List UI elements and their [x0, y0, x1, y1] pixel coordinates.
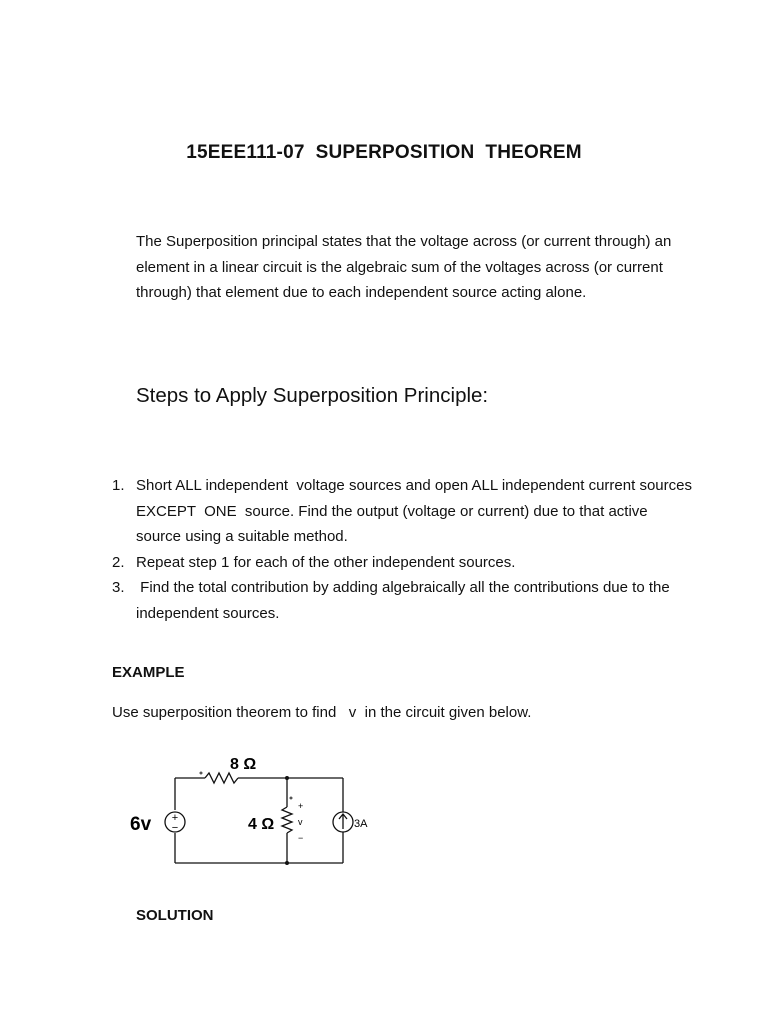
output-label: v	[298, 817, 303, 827]
terminal-marker	[200, 772, 202, 774]
list-item	[112, 550, 692, 576]
solution-heading: SOLUTION	[136, 907, 214, 924]
current-source-label: 3A	[354, 818, 368, 830]
step-text: Find the total contribution by adding algebraically all the contributions due to the independent sources.	[136, 579, 674, 622]
terminal-marker	[290, 797, 292, 799]
series-resistor-symbol	[205, 773, 238, 783]
circuit-diagram	[120, 745, 370, 875]
step-number: 2.	[112, 553, 125, 571]
voltage-source-label: 6v	[130, 814, 152, 835]
steps-list	[112, 473, 701, 626]
output-plus-sign: +	[298, 801, 304, 811]
list-item	[112, 575, 692, 626]
step-number: 1.	[112, 477, 125, 494]
junction-dot-bottom	[285, 861, 289, 865]
output-minus-sign: −	[298, 833, 304, 843]
page-title: 15EEE111-07 SUPERPOSITION THEOREM	[186, 142, 582, 163]
example-heading: EXAMPLE	[112, 664, 185, 681]
junction-dot-top	[285, 776, 289, 780]
intro-paragraph: The Superposition principal states that the voltage across (or current through) an element in a linear circuit is the algebraic sum of the voltages across (or current through) that element due to each independent source acting alone.	[136, 233, 672, 301]
step-text: Repeat step 1 for each of the other independent sources.	[136, 553, 516, 571]
example-text: Use superposition theorem to find v in the circuit given below.	[112, 704, 532, 721]
step-text: Short ALL independent voltage sources and open ALL independent current sources EXCEPT ONE source. Find the output (voltage or current) due to that active source using a suitable method.	[136, 477, 701, 545]
series-resistor-label: 8 Ω	[230, 756, 257, 773]
shunt-resistor-symbol	[282, 807, 292, 833]
shunt-resistor-label: 4 Ω	[248, 816, 275, 833]
steps-heading: Steps to Apply Superposition Principle:	[136, 384, 489, 407]
step-number: 3.	[112, 579, 125, 596]
voltage-source-plus: +	[171, 812, 179, 824]
voltage-source-minus: −	[171, 822, 179, 834]
list-item	[112, 473, 701, 550]
